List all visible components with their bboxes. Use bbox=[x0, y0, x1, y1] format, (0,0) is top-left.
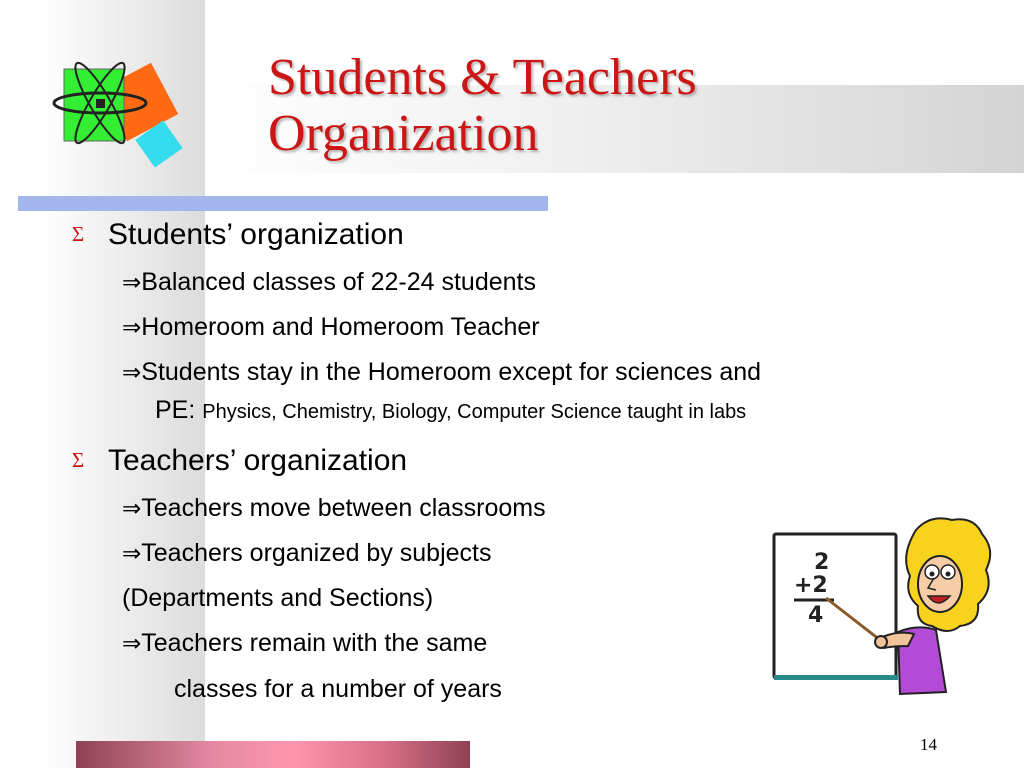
sub-bullet-continuation bbox=[174, 674, 502, 704]
footer-gradient-bar bbox=[76, 741, 470, 768]
title-line-1: Students & Teachers bbox=[268, 49, 697, 106]
sub-bullet-continuation bbox=[155, 395, 746, 427]
sigma-bullet-icon: Σ bbox=[72, 222, 85, 246]
title-line-2: Organization bbox=[268, 105, 539, 162]
bullet-label: Students’ organization bbox=[108, 218, 404, 251]
page-number: 14 bbox=[920, 735, 937, 754]
teacher-at-blackboard-illustration bbox=[768, 512, 998, 697]
title-divider bbox=[18, 196, 548, 211]
sub-bullet-text: Homeroom and Homeroom Teacher bbox=[141, 313, 540, 341]
sub-bullet bbox=[122, 628, 487, 659]
implies-arrow-icon: ⇒ bbox=[122, 631, 142, 657]
continuation-small: Physics, Chemistry, Biology, Computer Science taught in labs bbox=[202, 401, 747, 423]
sub-bullet-text: Teachers organized by subjects bbox=[141, 539, 492, 567]
continuation-main: PE: bbox=[155, 396, 203, 424]
bullet-students-organization bbox=[72, 217, 404, 252]
implies-arrow-icon: ⇒ bbox=[122, 315, 142, 341]
sub-bullet-plain bbox=[122, 583, 433, 613]
implies-arrow-icon: ⇒ bbox=[122, 541, 142, 567]
implies-arrow-icon: ⇒ bbox=[122, 496, 142, 522]
bullet-label: Teachers’ organization bbox=[108, 444, 408, 477]
implies-arrow-icon: ⇒ bbox=[122, 270, 142, 296]
sub-bullet bbox=[122, 312, 540, 343]
sub-bullet-text: classes for a number of years bbox=[174, 675, 502, 703]
sub-bullet-text: (Departments and Sections) bbox=[122, 584, 434, 612]
sub-bullet bbox=[122, 538, 491, 569]
sub-bullet-text: Students stay in the Homeroom except for sciences and bbox=[141, 358, 762, 386]
sub-bullet-text: Balanced classes of 22-24 students bbox=[141, 268, 536, 296]
sigma-bullet-icon: Σ bbox=[72, 448, 85, 472]
slide-title bbox=[268, 50, 697, 162]
board-number: 4 bbox=[808, 603, 824, 628]
sub-bullet bbox=[122, 267, 536, 298]
sub-bullet-text: Teachers move between classrooms bbox=[141, 494, 546, 522]
board-number: 2 bbox=[814, 550, 830, 575]
board-number: +2 bbox=[794, 573, 828, 598]
atom-logo bbox=[50, 35, 240, 185]
sub-bullet bbox=[122, 493, 546, 524]
implies-arrow-icon: ⇒ bbox=[122, 360, 142, 386]
bullet-teachers-organization bbox=[72, 443, 407, 478]
sub-bullet bbox=[122, 357, 761, 388]
sub-bullet-text: Teachers remain with the same bbox=[141, 629, 488, 657]
